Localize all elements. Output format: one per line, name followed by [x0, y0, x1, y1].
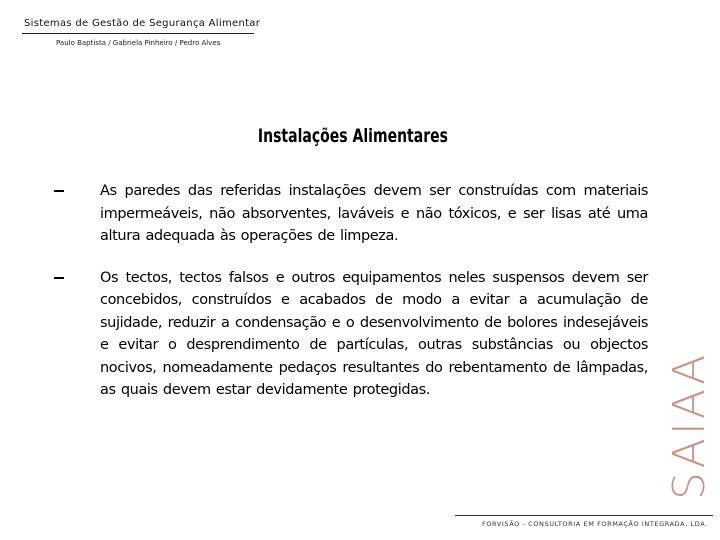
- footer-text: FORVISÃO - CONSULTORIA EM FORMAÇÃO INTEGRADA, LDA.: [482, 520, 708, 528]
- slide-title: Instalações Alimentares: [257, 125, 448, 147]
- bullet-list: [54, 180, 648, 421]
- bullet-dash-icon: [54, 277, 64, 279]
- footer-divider: [455, 515, 713, 516]
- bullet-item: [54, 180, 648, 248]
- bullet-dash-icon: [54, 190, 64, 192]
- header-title: Sistemas de Gestão de Segurança Alimentar: [24, 18, 261, 29]
- bullet-item: [54, 267, 648, 402]
- saiaa-logo: SAIAA: [664, 351, 715, 500]
- header-divider: [22, 33, 254, 34]
- bullet-text: Os tectos, tectos falsos e outros equipamentos neles suspensos devem ser concebidos, construídos e acabados de modo a evitar a acumulação de sujidade, reduzir a condensação e o desenvolvimento de bolores indesejáveis e evitar o desprendimento de partículas, outras substâncias ou objectos nocivos, nomeadamente pedaços resultantes do rebentamento de lâmpadas, as quais devem estar devidamente protegidas.: [100, 269, 648, 398]
- bullet-text: As paredes das referidas instalações devem ser construídas com materiais impermeáveis, não absorventes, laváveis e não tóxicos, e ser lisas até uma altura adequada às operações de limpeza.: [100, 183, 648, 244]
- header-authors: Paulo Baptista / Gabriela Pinheiro / Pedro Alves: [56, 39, 221, 47]
